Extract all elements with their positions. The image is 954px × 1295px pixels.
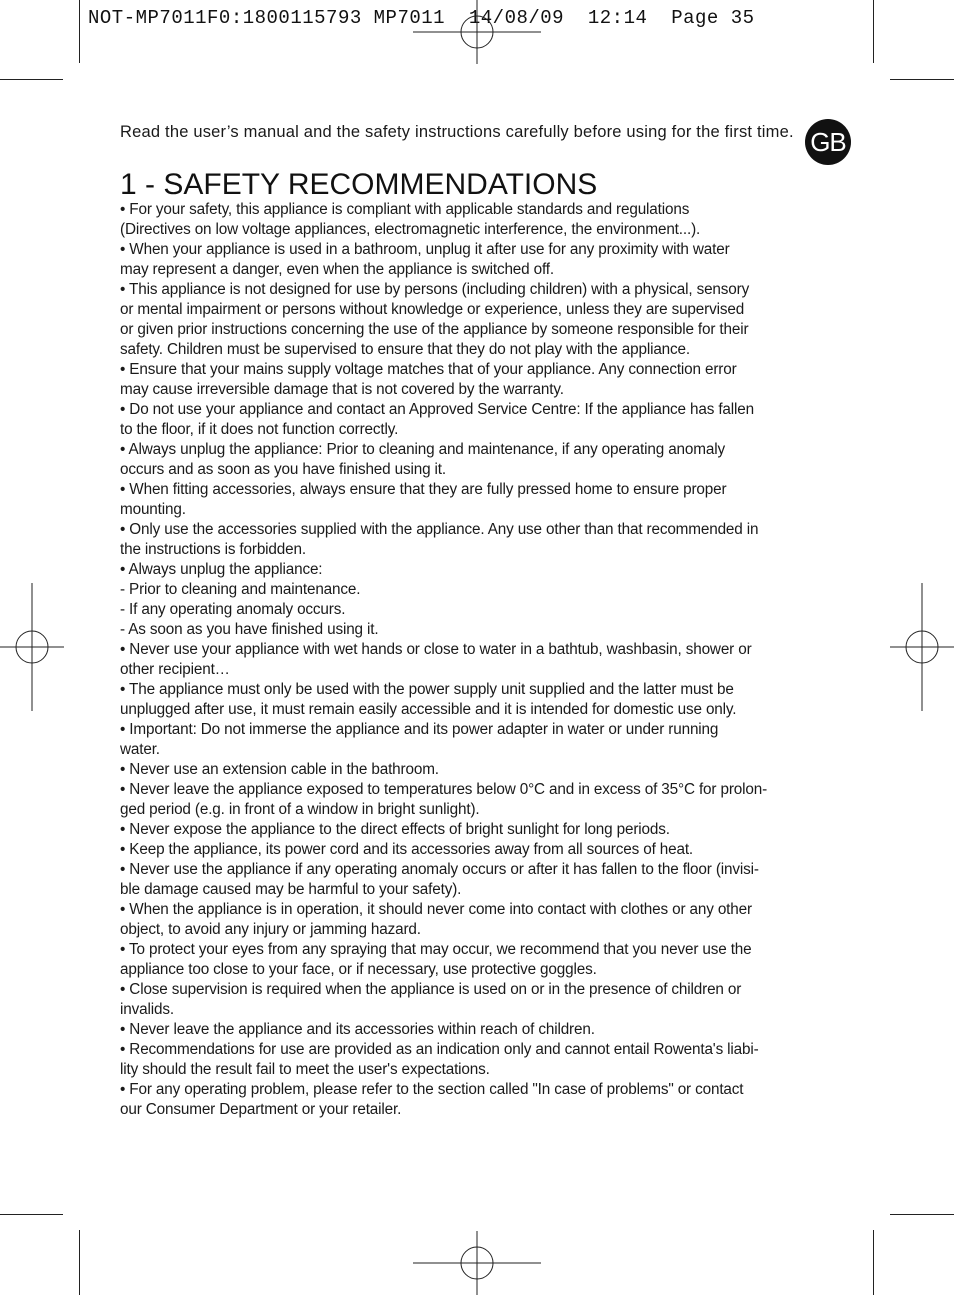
body-line: water.: [120, 741, 160, 758]
section-title: 1 - SAFETY RECOMMENDATIONS: [120, 168, 598, 201]
body-line: • Never use an extension cable in the bathroom.: [120, 761, 439, 778]
crop-mark: [873, 1230, 874, 1295]
language-badge: GB: [805, 119, 851, 165]
body-line: • Never leave the appliance exposed to temperatures below 0°C and in excess of 35°C for prolon-: [120, 781, 768, 798]
body-line: • Important: Do not immerse the appliance and its power adapter in water or under running: [120, 721, 719, 738]
crop-mark: [79, 1230, 80, 1295]
body-line: • For your safety, this appliance is compliant with applicable standards and regulations: [120, 201, 690, 218]
body-line: • Never expose the appliance to the direct effects of bright sunlight for long periods.: [120, 821, 670, 838]
registration-mark-right: [890, 583, 954, 711]
body-line: invalids.: [120, 1001, 174, 1018]
body-line: occurs and as soon as you have finished using it.: [120, 461, 446, 478]
body-line: - If any operating anomaly occurs.: [120, 601, 346, 618]
body-line: mounting.: [120, 501, 186, 518]
registration-mark-top: [413, 0, 541, 64]
body-line: • Ensure that your mains supply voltage matches that of your appliance. Any connection error: [120, 361, 737, 378]
body-line: our Consumer Department or your retailer.: [120, 1101, 402, 1118]
crop-mark: [79, 0, 80, 63]
body-line: or given prior instructions concerning the use of the appliance by someone responsible for their: [120, 321, 749, 338]
crop-mark: [0, 1214, 63, 1215]
body-line: • Never use the appliance if any operating anomaly occurs or after it has fallen to the floor (invisi-: [120, 861, 759, 878]
body-line: may represent a danger, even when the appliance is switched off.: [120, 261, 555, 278]
body-line: unplugged after use, it must remain easily accessible and it is intended for domestic use only.: [120, 701, 737, 718]
body-line: or mental impairment or persons without knowledge or experience, unless they are supervised: [120, 301, 745, 318]
body-line: • The appliance must only be used with the power supply unit supplied and the latter must be: [120, 681, 734, 698]
printer-slug: NOT-MP7011F0:1800115793 MP7011 14/08/09 12:14 Page 35: [88, 7, 755, 29]
safety-list: [120, 200, 835, 1120]
crop-mark: [890, 1214, 954, 1215]
body-line: safety. Children must be supervised to ensure that they do not play with the appliance.: [120, 341, 690, 358]
body-line: • Recommendations for use are provided as an indication only and cannot entail Rowenta's liabi-: [120, 1041, 759, 1058]
body-line: • Keep the appliance, its power cord and its accessories away from all sources of heat.: [120, 841, 694, 858]
body-line: • Do not use your appliance and contact an Approved Service Centre: If the appliance has fallen: [120, 401, 754, 418]
body-line: • Close supervision is required when the appliance is used on or in the presence of children or: [120, 981, 742, 998]
body-line: other recipient…: [120, 661, 230, 678]
crop-mark: [873, 0, 874, 63]
body-line: lity should the result fail to meet the user's expectations.: [120, 1061, 490, 1078]
body-line: object, to avoid any injury or jamming hazard.: [120, 921, 421, 938]
registration-mark-left: [0, 583, 64, 711]
body-line: may cause irreversible damage that is not covered by the warranty.: [120, 381, 564, 398]
crop-mark: [890, 79, 954, 80]
body-line: • Always unplug the appliance:: [120, 561, 323, 578]
registration-mark-bottom: [413, 1231, 541, 1295]
body-line: ged period (e.g. in front of a window in bright sunlight).: [120, 801, 480, 818]
body-line: - Prior to cleaning and maintenance.: [120, 581, 361, 598]
body-line: (Directives on low voltage appliances, electromagnetic interference, the environment...).: [120, 221, 701, 238]
body-line: • Only use the accessories supplied with the appliance. Any use other than that recommended in: [120, 521, 759, 538]
body-line: appliance too close to your face, or if necessary, use protective goggles.: [120, 961, 597, 978]
intro-text: Read the user’s manual and the safety instructions carefully before using for the first time.: [120, 123, 794, 141]
crop-mark: [0, 79, 63, 80]
body-line: the instructions is forbidden.: [120, 541, 306, 558]
body-line: ble damage caused may be harmful to your safety).: [120, 881, 462, 898]
body-line: • When fitting accessories, always ensure that they are fully pressed home to ensure proper: [120, 481, 727, 498]
body-line: • When your appliance is used in a bathroom, unplug it after use for any proximity with water: [120, 241, 730, 258]
body-line: • Never use your appliance with wet hands or close to water in a bathtub, washbasin, shower or: [120, 641, 752, 658]
body-line: - As soon as you have finished using it.: [120, 621, 379, 638]
body-line: • Always unplug the appliance: Prior to cleaning and maintenance, if any operating anomaly: [120, 441, 725, 458]
body-line: • When the appliance is in operation, it should never come into contact with clothes or any other: [120, 901, 752, 918]
body-line: • This appliance is not designed for use by persons (including children) with a physical, sensory: [120, 281, 750, 298]
body-line: • Never leave the appliance and its accessories within reach of children.: [120, 1021, 595, 1038]
body-line: to the floor, if it does not function correctly.: [120, 421, 399, 438]
body-line: • For any operating problem, please refer to the section called "In case of problems" or contact: [120, 1081, 744, 1098]
body-line: • To protect your eyes from any spraying that may occur, we recommend that you never use the: [120, 941, 752, 958]
